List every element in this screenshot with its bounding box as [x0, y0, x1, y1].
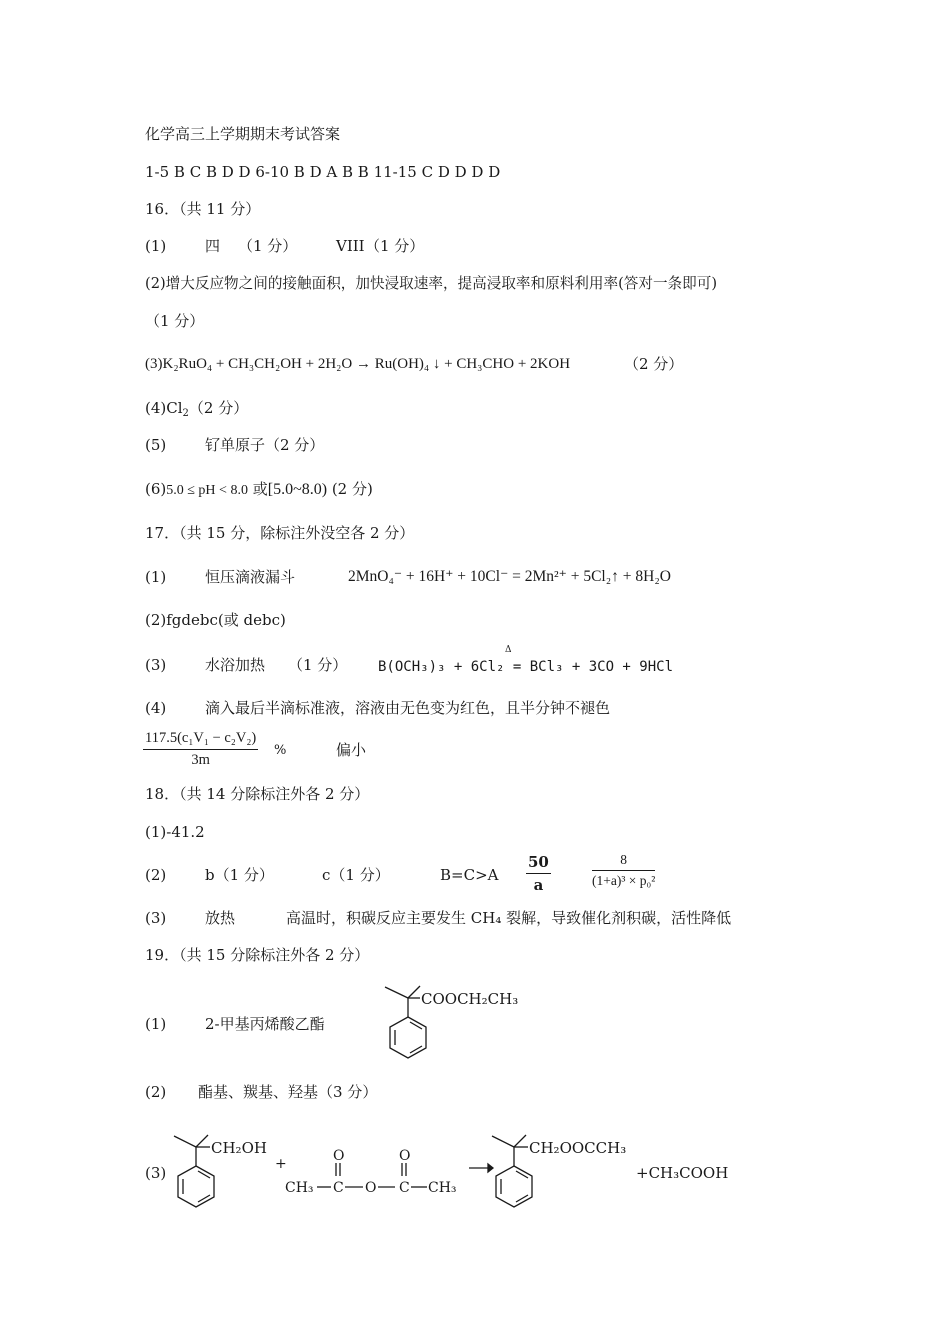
q19-p1-struct-label: COOCH₂CH₃ [421, 990, 519, 1008]
q19-p3-anhydride-left: CH₃ [285, 1180, 314, 1196]
q19-p1-num: (1) [145, 1015, 167, 1033]
q17-p4-frac-num: 117.5(c₁V₁ − c₂V₂) [145, 730, 257, 746]
q19-p2-text: 酯基、羰基、羟基（3 分） [198, 1083, 378, 1101]
q17-p3-text: 水浴加热 [205, 656, 266, 674]
q19-p3-anhydride-c2: C [399, 1180, 410, 1196]
q16-p6-score: (2 分) [327, 480, 373, 498]
q17-p4-percent: % [274, 743, 287, 758]
q19-p3-byproduct: +CH₃COOH [636, 1164, 729, 1182]
q19-p3-reactant-label: CH₂OH [211, 1139, 267, 1157]
q19-header: 19．（共 15 分除标注外各 2 分） [145, 946, 370, 964]
bond [174, 1136, 196, 1147]
q17-p4-frac-den: 3m [191, 752, 210, 768]
q18-p3-a: 放热 [205, 909, 236, 927]
q16-p1-a-score: （1 分） [238, 237, 298, 255]
q18-p3-b: 高温时，积碳反应主要发生 CH₄ 裂解，导致催化剂积碳，活性降低 [286, 909, 732, 927]
q19-p3-num: (3) [145, 1164, 167, 1182]
carbonyl-oxygen-2: O [399, 1148, 411, 1164]
q16-p3-equation-line [145, 354, 570, 374]
q17-p4-result: 偏小 [336, 741, 367, 759]
q18-p1-text: (1)-41.2 [145, 823, 205, 841]
q18-header: 18．（共 14 分除标注外各 2 分） [145, 785, 370, 803]
q17-p1-equation: 2MnO₄⁻ + 16H⁺ + 10Cl⁻ = 2Mn²⁺ + 5Cl₂↑ + 8H₂O [348, 568, 671, 585]
q16-p3-num: (3) [145, 356, 163, 372]
q17-p1-num: (1) [145, 568, 167, 586]
q17-p3-num: (3) [145, 656, 167, 674]
q18-p2-frac2-den: (1+a)³ × p₀² [592, 873, 656, 888]
q16-p1-num: (1) [145, 237, 167, 255]
q19-p3-product-label: CH₂OOCCH₃ [529, 1139, 627, 1157]
q17-p3-equation: B(OCH₃)₃ + 6Cl₂ = BCl₃ + 3CO + 9HCl [378, 659, 674, 675]
q19-p1-text: 2-甲基丙烯酸乙酯 [205, 1015, 325, 1033]
q18-p2-frac1-den: a [533, 876, 544, 894]
q16-p2-score: （1 分） [145, 312, 205, 330]
q18-p2-b: c（1 分） [322, 866, 390, 884]
bond [408, 986, 420, 998]
q18-p2-c: B=C>A [440, 866, 499, 884]
q16-p6-line [145, 479, 373, 501]
bond [514, 1135, 526, 1147]
q16-p5-num: (5) [145, 436, 167, 454]
q16-p4-sub: 2 [182, 408, 189, 419]
q19-p3-plus: + [275, 1156, 287, 1172]
q18-p2-frac1-num: 50 [528, 853, 549, 871]
q17-p2-text: (2)fgdebc(或 debc) [145, 611, 286, 629]
q16-p5-text: 钌单原子（2 分） [205, 436, 325, 454]
q16-p6-prefix: (6) [145, 480, 167, 498]
page-title: 化学高三上学期期末考试答案 [145, 125, 341, 143]
q16-p3-equation: K₂RuO₄ + CH₃CH₂OH + 2H₂O → Ru(OH)₄ ↓ + CH₃CHO + 2KOH [162, 356, 571, 372]
q16-p3-score: （2 分） [624, 355, 684, 373]
q16-p2-text: (2)增大反应物之间的接触面积，加快浸取速率，提高浸取率和原料利用率(答对一条即可) [145, 275, 718, 292]
q18-p2-a: b（1 分） [205, 866, 274, 884]
q17-p3-delta: Δ [505, 645, 512, 655]
q17-p4-text: 滴入最后半滴标准液，溶液由无色变为红色，且半分钟不褪色 [205, 699, 611, 717]
q19-p1-structure [380, 982, 540, 1068]
q16-p6-or: 或 [247, 480, 268, 498]
q17-p4-fraction [143, 730, 258, 769]
q16-header: 16．（共 11 分） [145, 200, 261, 218]
fraction-bar [592, 870, 655, 871]
q16-p4-line [145, 398, 248, 424]
q19-p2-num: (2) [145, 1083, 167, 1101]
q17-p3-score: （1 分） [288, 656, 348, 674]
q17-header: 17．（共 15 分，除标注外没空各 2 分） [145, 524, 415, 542]
q16-p6-interval: [5.0~8.0) [267, 481, 328, 498]
q17-p1-text: 恒压滴液漏斗 [205, 568, 296, 586]
mc-answers: 1-5 B C B D D 6-10 B D A B B 11-15 C D D D D [145, 163, 501, 181]
q17-p4-num: (4) [145, 699, 167, 717]
q18-p2-num: (2) [145, 866, 167, 884]
q19-p3-anhydride-structure [275, 1148, 475, 1200]
q19-p3-anhydride-c1: C [333, 1180, 344, 1196]
q19-p3-product-structure [488, 1130, 648, 1220]
q16-p1-b: VIII [336, 237, 365, 255]
q19-p3-anhydride-right: CH₃ [428, 1180, 457, 1196]
q18-p2-fraction-1 [526, 853, 551, 894]
fraction-bar [143, 749, 258, 750]
q16-p6-range: 5.0 ≤ pH < 8.0 [166, 483, 248, 498]
q18-p2-fraction-2 [592, 852, 655, 889]
q16-p1-b-score: （1 分） [365, 237, 425, 255]
bond [385, 987, 408, 998]
q18-p2-frac2-num: 8 [620, 852, 627, 867]
bond [492, 1136, 514, 1147]
q18-p3-num: (3) [145, 909, 167, 927]
q19-p3-reactant-structure [170, 1130, 280, 1220]
carbonyl-oxygen-1: O [333, 1148, 345, 1164]
q16-p1-a: 四 [205, 237, 221, 255]
q16-p4-prefix: (4)Cl [145, 399, 183, 417]
bond [196, 1135, 208, 1147]
q16-p4-score: （2 分） [188, 399, 249, 417]
fraction-bar [526, 873, 551, 874]
q19-p3-anhydride-o: O [365, 1180, 377, 1196]
